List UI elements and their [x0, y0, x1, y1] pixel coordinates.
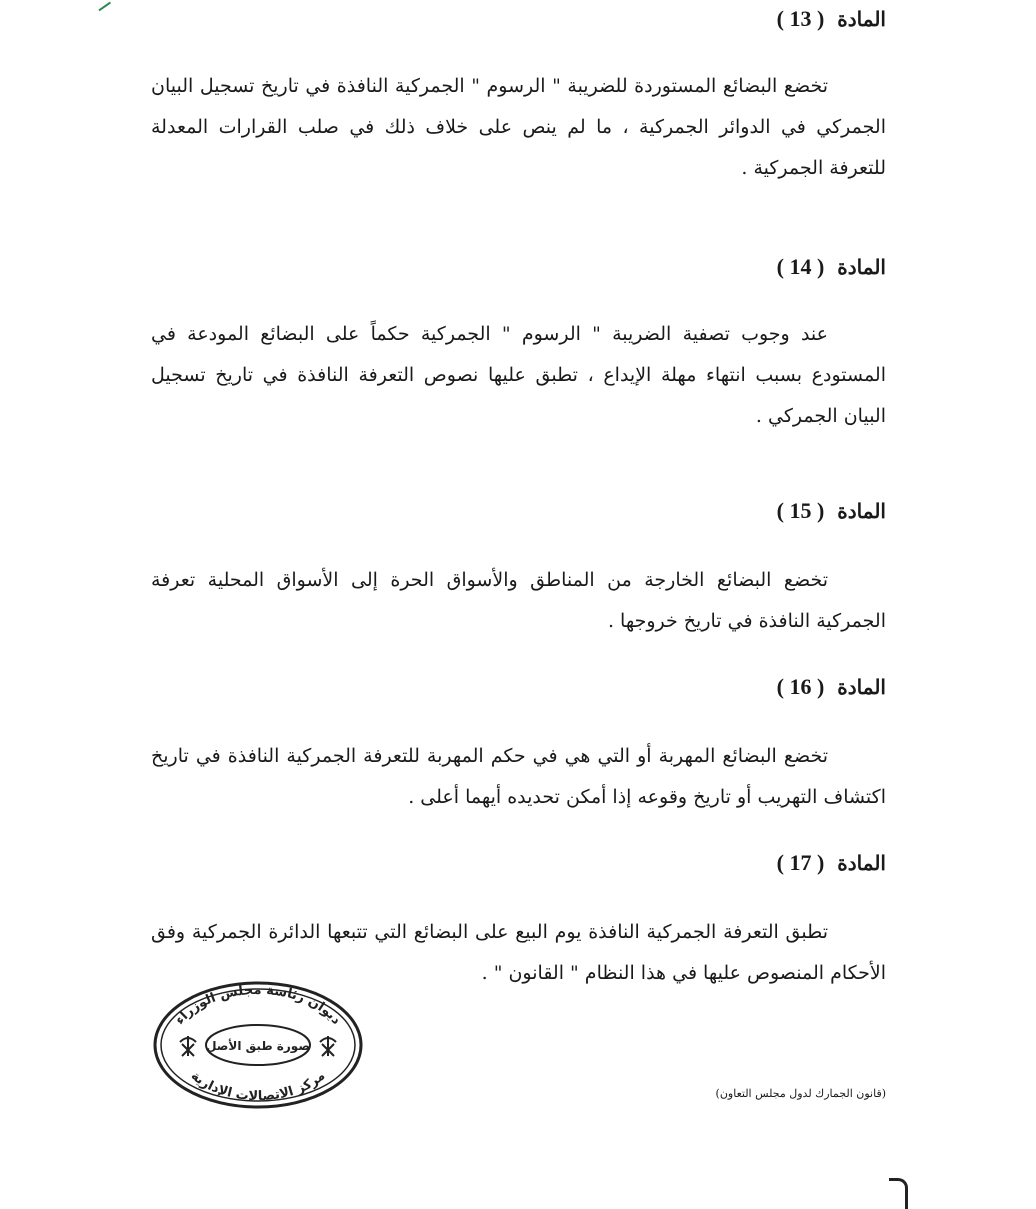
- article-number: ( 16 ): [776, 674, 825, 699]
- article-label: المادة: [837, 499, 886, 523]
- official-stamp: [152, 980, 364, 1110]
- palm-swords-emblem-icon: [320, 1036, 336, 1056]
- article-label: المادة: [837, 7, 886, 31]
- article-16-text: تخضع البضائع المهربة أو التي هي في حكم المهربة للتعرفة الجمركية النافذة في تاريخ اكتشاف التهريب أو تاريخ وقوعه إذا أمكن تحديده أيهما أعلى .: [151, 745, 886, 808]
- article-15-text: تخضع البضائع الخارجة من المناطق والأسواق الحرة إلى الأسواق المحلية تعرفة الجمركية النافذة في تاريخ خروجها .: [151, 569, 886, 632]
- article-16-heading: [771, 674, 886, 700]
- article-15-heading: [771, 498, 886, 524]
- article-13-text: تخضع البضائع المستوردة للضريبة " الرسوم " الجمركية النافذة في تاريخ تسجيل البيان الجمركي في الدوائر الجمركية ، ما لم ينص على خلاف ذلك في صلب القرارات المعدلة للتعرفة الجمركية .: [151, 75, 886, 179]
- stamp-center-text: صورة طبق الأصل: [206, 1039, 310, 1053]
- article-label: المادة: [837, 255, 886, 279]
- page-corner-mark: [889, 1178, 908, 1209]
- stamp-top-text: ديوان رئاسة مجلس الوزراء: [172, 982, 344, 1028]
- palm-swords-emblem-icon: [180, 1036, 196, 1056]
- article-17-text: تطبق التعرفة الجمركية النافذة يوم البيع على البضائع التي تتبعها الدائرة الجمركية وفق الأحكام المنصوص عليها في هذا النظام " القانون " .: [151, 921, 886, 984]
- stamp-bottom-text: مركز الاتصالات الإدارية: [187, 1068, 329, 1105]
- article-14-heading: [771, 254, 886, 280]
- article-label: المادة: [837, 675, 886, 699]
- article-label: المادة: [837, 851, 886, 875]
- article-14-text: عند وجوب تصفية الضريبة " الرسوم " الجمركية حكماً على البضائع المودعة في المستودع بسبب انتهاء مهلة الإيداع ، تطبق عليها نصوص التعرفة النافذة في تاريخ تسجيل البيان الجمركي .: [151, 323, 886, 427]
- article-number: ( 13 ): [776, 6, 825, 31]
- article-number: ( 15 ): [776, 498, 825, 523]
- article-number: ( 14 ): [776, 254, 825, 279]
- article-17-heading: [771, 850, 886, 876]
- footer-note: (قانون الجمارك لدول مجلس التعاون): [715, 1087, 886, 1100]
- corner-mark: [95, 0, 111, 11]
- article-number: ( 17 ): [776, 850, 825, 875]
- article-13-heading: [771, 6, 886, 32]
